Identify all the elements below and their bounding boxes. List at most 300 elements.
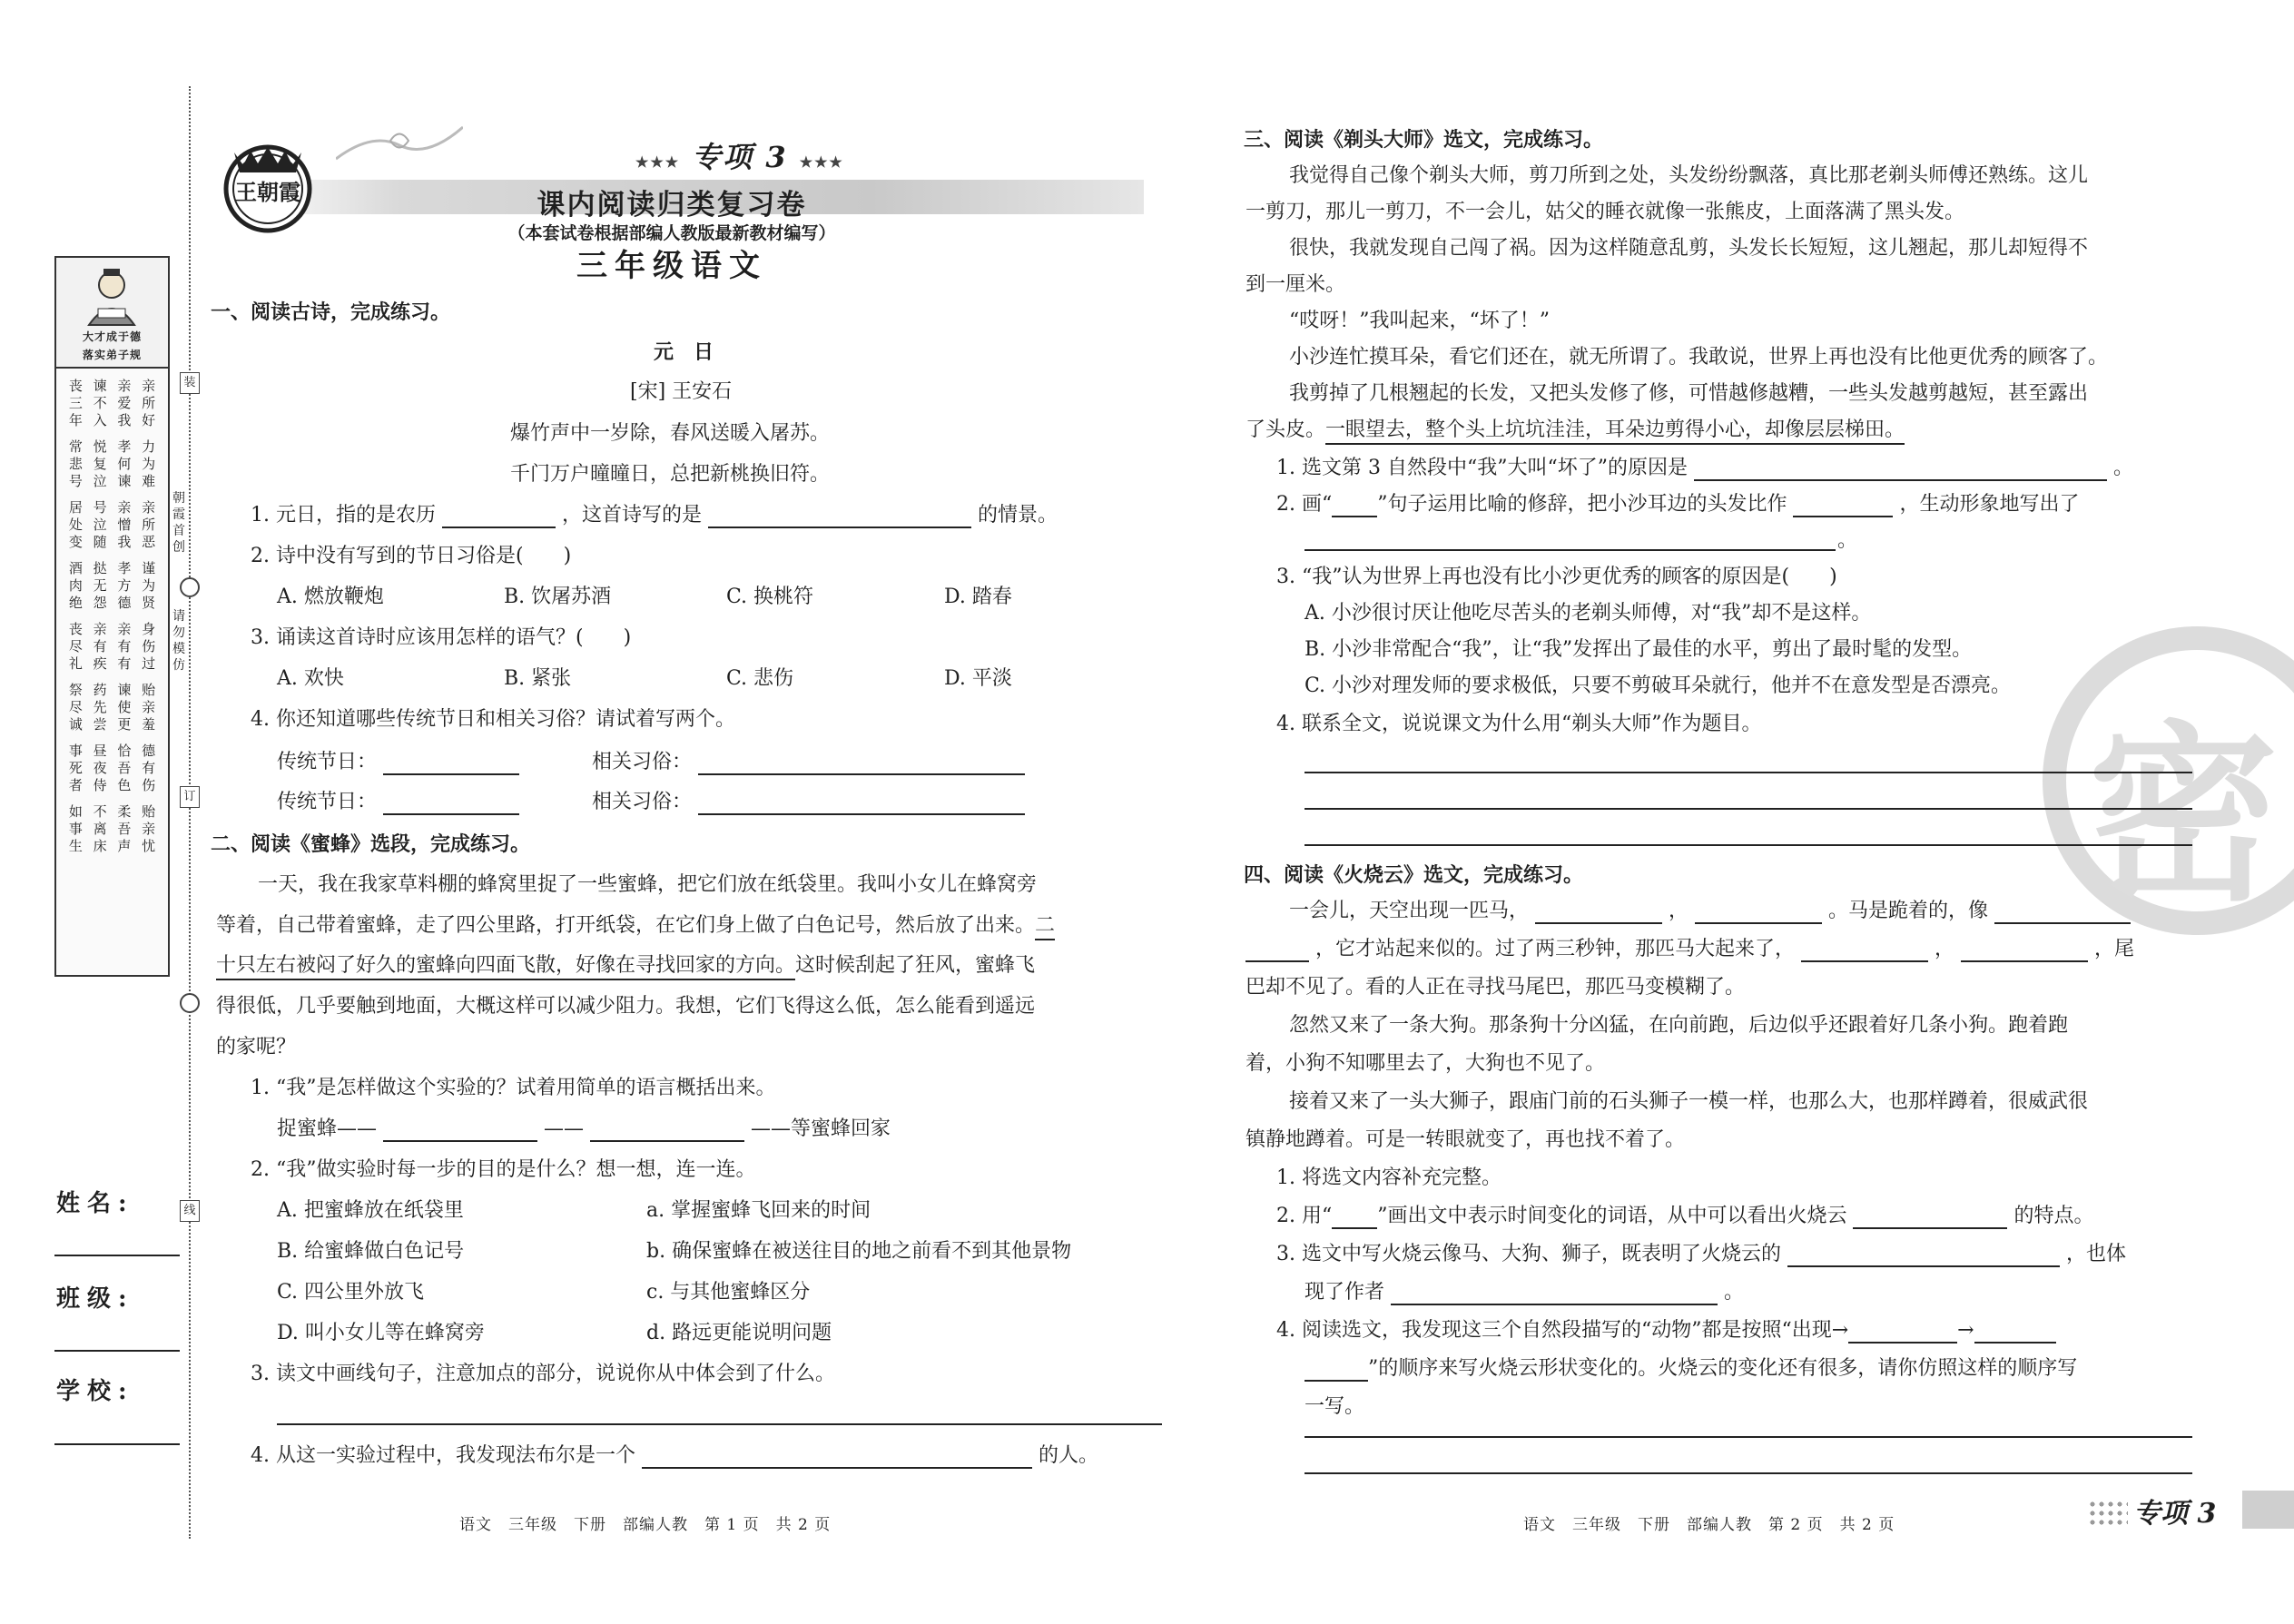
s3-q4-answer-line-3[interactable] (1305, 844, 2192, 846)
s3-q2-text-a: 2. 画“ (1276, 493, 1333, 516)
match-left-a[interactable]: A. 把蜜蜂放在纸袋里 (277, 1199, 464, 1222)
sidebar-verse-char: 随 (93, 534, 107, 550)
sidebar-verse-column (113, 682, 137, 733)
sidebar-verse-char: 色 (117, 777, 132, 793)
s2-question-1: 1. “我”是怎样做这个实验的？试着用简单的语言概括出来。 (251, 1077, 776, 1099)
sidebar-verse-char: 昼 (93, 743, 107, 759)
sidebar-verse-char: 生 (68, 838, 83, 854)
school-label: 学校: (56, 1378, 134, 1405)
s2-q1-start: 捉蜜蜂—— (277, 1117, 378, 1140)
s2-q3-answer-line[interactable] (277, 1423, 1162, 1425)
sidebar-verse-column (88, 682, 113, 733)
s2-q1-blank-1[interactable] (383, 1118, 537, 1142)
sidebar-verse-column (64, 743, 88, 794)
sidebar-verse-char: 为 (142, 456, 156, 472)
brand-logo-text: 王朝霞 (235, 179, 300, 205)
sidebar-verse-char: 使 (117, 699, 132, 715)
custom-blank[interactable] (698, 752, 1025, 775)
s4-p2-blank-1[interactable] (1245, 939, 1309, 962)
sidebar-verse-char: 有 (142, 760, 156, 776)
sidebar-verse-char: 泣 (93, 517, 107, 533)
s4-q4-blank-1[interactable] (1848, 1320, 1957, 1343)
s3-q3-option-a[interactable]: A. 小沙很讨厌让他吃尽苦头的老剃头师傅，对“我”却不是这样。 (1305, 602, 1872, 625)
sidebar-verse-char: 有 (93, 638, 107, 655)
s3-q3-option-c[interactable]: C. 小沙对理发师的要求极低，只要不剪破耳朵就行，他并不在意发型是否漂亮。 (1305, 674, 2012, 697)
s4-q4-text-c: ”的顺序来写火烧云形状变化的。火烧云的变化还有很多，请你仿照这样的顺序写 (1368, 1357, 2078, 1380)
sidebar-verse-column (64, 499, 88, 551)
sidebar-verse-column (64, 438, 88, 490)
sidebar-verse-char: 入 (93, 412, 107, 428)
sidebar-verse-char: 我 (117, 534, 132, 550)
sidebar-verse-char: 处 (68, 517, 83, 533)
s4-q3-text-d: 。 (1724, 1281, 1745, 1304)
festival-label: 传统节日： (277, 791, 378, 813)
s4-q2-text-a: 2. 用“ (1276, 1205, 1333, 1227)
sidebar-verse-column (113, 499, 137, 551)
sidebar-verse-column (88, 378, 113, 429)
sidebar-verse-char: 药 (93, 682, 107, 698)
s1-q1-blank-1[interactable] (442, 505, 556, 528)
grade-title: 三年级语文 (576, 248, 767, 284)
s2-q1-blank-2[interactable] (590, 1118, 744, 1142)
festival-row-1 (277, 750, 519, 775)
sidebar-verse-char: 泣 (93, 473, 107, 489)
sidebar-verse-char: 亲 (117, 621, 132, 637)
s1-q1-text-a: 1. 元日，指的是农历 (251, 504, 436, 527)
s4-q3-text-b: ，也体 (2066, 1243, 2127, 1265)
festival-label: 传统节日： (277, 751, 378, 773)
s4-question-4-cont (1305, 1356, 2077, 1382)
sidebar-verse-char: 德 (142, 743, 156, 759)
s1-q3-option-c[interactable]: C. 悲伤 (726, 667, 794, 690)
ribbon-decoration-icon (336, 123, 463, 168)
custom-label: 相关习俗： (592, 751, 693, 773)
sidebar-verse-char: 三 (68, 395, 83, 411)
sidebar-verse-column (136, 743, 161, 794)
sidebar-verse-char: 礼 (68, 655, 83, 672)
corner-dots-icon (2088, 1500, 2128, 1525)
s3-passage-line-1: 我觉得自己像个剃头大师，剪刀所到之处，头发纷纷飘落，真比那老剃头师傅还熟练。这儿 (1289, 164, 2089, 187)
sidebar-verse-char: 挞 (93, 560, 107, 576)
s4-p2-blank-2[interactable] (1801, 939, 1928, 962)
sidebar-verse-char: 常 (68, 438, 83, 455)
s1-q3-option-a[interactable]: A. 欢快 (277, 667, 344, 690)
custom-label: 相关习俗： (592, 791, 693, 813)
s2-passage-line-5: 的家呢？ (216, 1036, 297, 1058)
page-footer-right: 语文 三年级 下册 部编人教 第 2 页 共 2 页 (1523, 1516, 1895, 1534)
match-right-a[interactable]: a. 掌握蜜蜂飞回来的时间 (646, 1199, 871, 1222)
sidebar-verse-char: 恶 (142, 534, 156, 550)
s4-passage-line-3: 巴却不见了。看的人正在寻找马尾巴，那匹马变模糊了。 (1245, 976, 1746, 999)
sidebar-verse-char: 何 (117, 456, 132, 472)
binding-hole-icon (180, 993, 200, 1013)
sidebar-verse-column (136, 803, 161, 855)
match-left-d[interactable]: D. 叫小女儿等在蜂窝旁 (277, 1322, 485, 1344)
s4-q4-answer-line-1[interactable] (1305, 1436, 2192, 1438)
sidebar-verse-char: 爱 (117, 395, 132, 411)
sidebar-verse-block (64, 743, 161, 794)
festival-blank[interactable] (383, 752, 519, 775)
s2-question-4 (251, 1443, 1098, 1469)
sidebar-verse-char: 如 (68, 803, 83, 820)
name-field[interactable] (54, 1255, 180, 1256)
sidebar-verse-char: 复 (93, 456, 107, 472)
s4-q3-text-c: 现了作者 (1305, 1281, 1385, 1304)
sidebar-verse-char: 身 (142, 621, 156, 637)
sidebar-verse-char: 丧 (68, 621, 83, 637)
s2-q1-sequence (277, 1117, 891, 1142)
sidebar-verse-char: 绝 (68, 595, 83, 611)
sidebar-motto-panel (54, 256, 170, 977)
sidebar-verse-char: 者 (68, 777, 83, 793)
sidebar-verse-column (136, 682, 161, 733)
s1-question-1 (251, 503, 1058, 528)
sidebar-verse-column (113, 560, 137, 612)
sidebar-verse-char: 憎 (117, 517, 132, 533)
s3-passage-line-7: 我剪掉了几根翘起的长发，又把头发修了修，可惜越修越糟，一些头发越剪越短，甚至露出 (1289, 382, 2089, 405)
s3-q2-end: 。 (1837, 529, 1858, 552)
s2-question-3: 3. 读文中画线句子，注意加点的部分，说说你从中体会到了什么。 (251, 1363, 835, 1385)
sidebar-verse-char: 亲 (93, 621, 107, 637)
sidebar-verse-char: 变 (68, 534, 83, 550)
sidebar-verse-char: 尽 (68, 638, 83, 655)
s4-p2-blank-3[interactable] (1961, 939, 2088, 962)
s3-passage-line-8 (1245, 418, 1905, 445)
binding-hole-icon (180, 577, 200, 597)
section-1-heading: 一、阅读古诗，完成练习。 (211, 300, 451, 324)
sidebar-verse-char: 谏 (117, 473, 132, 489)
sidebar-verse-char: 所 (142, 517, 156, 533)
sidebar-verse-char: 伤 (142, 777, 156, 793)
s4-q3-text-a: 3. 选文中写火烧云像马、大狗、狮子，既表明了火烧云的 (1276, 1243, 1781, 1265)
s4-passage-line-7: 镇静地蹲着。可是一转眼就变了，再也找不着了。 (1245, 1128, 1686, 1151)
s4-q4-answer-line-2[interactable] (1305, 1472, 2192, 1474)
s3-q1-text-b: 。 (2112, 457, 2133, 479)
sidebar-verse-char: 所 (142, 395, 156, 411)
sidebar-verse-char: 怨 (93, 595, 107, 611)
binding-mark-xian: 线 (180, 1200, 200, 1222)
star-decoration-icon: ★★★ (635, 153, 681, 171)
sidebar-verse-char: 事 (68, 821, 83, 837)
s1-question-4: 4. 你还知道哪些传统节日和相关习俗？请试着写两个。 (251, 708, 735, 731)
s1-question-3: 3. 诵读这首诗时应该用怎样的语气？( ) (251, 626, 632, 649)
sidebar-verse-char: 无 (93, 577, 107, 594)
s4-passage-line-5: 着，小狗不知哪里去了，大狗也不见了。 (1245, 1052, 1606, 1075)
s3-question-2 (1276, 492, 2080, 517)
sidebar-verse-char: 尝 (93, 716, 107, 733)
sidebar-verse-char: 悦 (93, 438, 107, 455)
s1-q3-option-d[interactable]: D. 平淡 (944, 667, 1012, 690)
sidebar-verse-char: 侍 (93, 777, 107, 793)
s4-question-4-end: 一写。 (1305, 1395, 1365, 1418)
sidebar-verse-block (64, 682, 161, 733)
page-title: 课内阅读归类复习卷 (537, 189, 807, 221)
sidebar-verse-char: 柔 (117, 803, 132, 820)
s3-passage-line-6: 小沙连忙摸耳朵，看它们还在，就无所谓了。我敢说，世界上再也没有比他更优秀的顾客了。 (1289, 346, 2109, 369)
festival-blank[interactable] (383, 792, 519, 815)
sidebar-verse-char: 贻 (142, 682, 156, 698)
binding-mark-zhuang: 装 (180, 372, 200, 394)
sidebar-verse-char: 方 (117, 577, 132, 594)
s2-underlined-sentence: 二 (1035, 913, 1055, 940)
s2-passage-line-1: 一天，我在我家草料棚的蜂窝里捉了一些蜜蜂，把它们放在纸袋里。我叫小女儿在蜂窝旁 (258, 873, 1038, 896)
custom-blank[interactable] (698, 792, 1025, 815)
s4-question-4 (1276, 1318, 2056, 1343)
s2-passage-text: 这时候刮起了狂风，蜜蜂飞 (795, 954, 1036, 977)
sidebar-verse-char: 居 (68, 499, 83, 516)
sidebar-verse-column (136, 499, 161, 551)
s4-p1-blank-1[interactable] (1535, 901, 1662, 924)
festival-row-2 (277, 790, 519, 815)
sidebar-verse-char: 不 (93, 395, 107, 411)
s3-q2-answer-line[interactable] (1305, 549, 1836, 551)
s2-underlined-sentence: 十只左右被闷了好久的蜜蜂向四面飞散，好像在寻找回家的方向。 (216, 953, 795, 980)
s4-passage-line-4: 忽然又来了一条大狗。那条狗十分凶猛，在向前跑，后边似乎还跟着好几条小狗。跑着跑 (1289, 1014, 2069, 1037)
confidential-watermark: 密 (2088, 703, 2279, 927)
s3-underlined-sentence: 一眼望去，整个头上坑坑洼洼，耳朵边剪得小心，却像层层梯田。 (1325, 418, 1905, 445)
sidebar-verse-char: 好 (142, 412, 156, 428)
s3-passage-line-3: 很快，我就发现自己闯了祸。因为这样随意乱剪，头发长长短短，这儿翘起，那儿却短得不 (1289, 237, 2089, 260)
sidebar-verse-char: 声 (117, 838, 132, 854)
binding-mark-ding: 订 (180, 786, 200, 808)
s4-passage-line-2 (1245, 937, 2134, 962)
class-field[interactable] (54, 1350, 180, 1352)
sidebar-verse-column (64, 803, 88, 855)
motto-line-1: 大才成于德 (82, 330, 142, 343)
s4-p2-text-c: ，尾 (2094, 938, 2135, 960)
match-left-c[interactable]: C. 四公里外放飞 (277, 1281, 425, 1304)
sidebar-verse-column (64, 560, 88, 612)
s4-q2-text-c: 的特点。 (2013, 1205, 2094, 1227)
s2-passage-line-4: 得很低，几乎要触到地面，大概这样可以减少阻力。我想，它们飞得这么低，怎么能看到遥远 (216, 995, 1036, 1018)
sidebar-verse-char: 亲 (142, 499, 156, 516)
sidebar-verse-char: 孝 (117, 438, 132, 455)
match-right-b[interactable]: b. 确保蜜蜂在被送往目的地之前看不到其他景物 (646, 1240, 1072, 1263)
match-right-c[interactable]: c. 与其他蜜蜂区分 (646, 1281, 811, 1304)
special-title (635, 134, 844, 176)
s3-q3-option-b[interactable]: B. 小沙非常配合“我”，让“我”发挥出了最佳的水平，剪出了最时髦的发型。 (1305, 638, 1973, 661)
special-number: 3 (765, 140, 788, 174)
s2-q1-dash: —— (544, 1117, 585, 1140)
sidebar-verse-column (136, 560, 161, 612)
sidebar-verse-char: 号 (93, 499, 107, 516)
sidebar-verse-column (88, 803, 113, 855)
s3-q2-mark-blank[interactable] (1332, 494, 1377, 517)
s4-p1-blank-3[interactable] (1994, 901, 2131, 924)
sidebar-verse-char: 疾 (93, 655, 107, 672)
section-3-heading: 三、阅读《剃头大师》选文，完成练习。 (1244, 128, 1604, 152)
poem-line-1: 爆竹声中一岁除，春风送暖入屠苏。 (510, 422, 831, 445)
s1-q1-blank-2[interactable] (708, 505, 971, 528)
sidebar-verse-char: 我 (117, 412, 132, 428)
sidebar-verse-column (113, 621, 137, 673)
sidebar-verse-column (64, 621, 88, 673)
s4-p1-text-a: 一会儿，天空出现一匹马， (1289, 900, 1530, 922)
sidebar-verse-char: 吾 (117, 821, 132, 837)
s4-question-3-cont (1305, 1280, 1744, 1305)
sidebar-verse-column (113, 803, 137, 855)
poem-author: [宋] 王安石 (630, 380, 733, 403)
sidebar-verse-char: 床 (93, 838, 107, 854)
school-field[interactable] (54, 1443, 180, 1445)
s2-q4-blank[interactable] (642, 1445, 1032, 1469)
s4-q2-blank[interactable] (1853, 1206, 2007, 1229)
poem-title: 元 日 (654, 340, 714, 364)
poem-line-2: 千门万户曈曈日，总把新桃换旧符。 (510, 463, 831, 486)
sidebar-verse-column (113, 378, 137, 429)
s4-question-2 (1276, 1204, 2094, 1229)
s4-q4-blank-2[interactable] (1974, 1320, 2056, 1343)
sidebar-verse-char: 恰 (117, 743, 132, 759)
s2-passage-text: 等着，自己带着蜜蜂，走了四公里路，打开纸袋，在它们身上做了白色记号，然后放了出来。 (216, 914, 1036, 937)
sidebar-verse-column (136, 438, 161, 490)
sidebar-verse-char: 孝 (117, 560, 132, 576)
sidebar-verse-column (88, 438, 113, 490)
binding-dotted-line (189, 86, 191, 1539)
s1-question-2: 2. 诗中没有写到的节日习俗是( ) (251, 545, 572, 567)
sidebar-verse-char: 亲 (142, 699, 156, 715)
sidebar-verse-char: 离 (93, 821, 107, 837)
s3-q4-answer-line-1[interactable] (1305, 772, 2192, 773)
s1-q2-option-a[interactable]: A. 燃放鞭炮 (277, 586, 384, 608)
sidebar-verse-char: 亲 (117, 499, 132, 516)
s2-q1-end: ——等蜜蜂回家 (751, 1117, 891, 1140)
s1-q2-option-c[interactable]: C. 换桃符 (726, 586, 814, 608)
sidebar-verse-char: 年 (68, 412, 83, 428)
s4-question-1: 1. 将选文内容补充完整。 (1276, 1166, 1501, 1189)
s3-q2-text-b: ”句子运用比喻的修辞，把小沙耳边的头发比作 (1377, 493, 1787, 516)
sidebar-verse-column (88, 560, 113, 612)
s3-question-3: 3. “我”认为世界上再也没有比小沙更优秀的顾客的原因是( ) (1276, 566, 1837, 588)
sidebar-verse-char: 酒 (68, 560, 83, 576)
corner-gray-bar (2242, 1491, 2294, 1529)
sidebar-verse-block (64, 378, 161, 429)
sidebar-verse-char: 谏 (93, 378, 107, 394)
sidebar-verse-char: 不 (93, 803, 107, 820)
s3-q2-blank[interactable] (1793, 494, 1893, 517)
s3-question-1 (1276, 456, 2133, 481)
s4-q4-text-a: 4. 阅读选文，我发现这三个自然段描写的“动物”都是按照“出现→ (1276, 1319, 1849, 1342)
s4-q3-blank-1[interactable] (1787, 1244, 2060, 1267)
section-4-heading: 四、阅读《火烧云》选文，完成练习。 (1244, 863, 1584, 887)
sidebar-verse-char: 事 (68, 743, 83, 759)
sidebar-verse-char: 号 (68, 473, 83, 489)
sidebar-verse-char: 夜 (93, 760, 107, 776)
sidebar-verse-char: 死 (68, 760, 83, 776)
s4-p1-text-c: 。马是跪着的，像 (1828, 900, 1989, 922)
special-label: 专项 (692, 140, 754, 174)
sidebar-verse-block (64, 803, 161, 855)
sidebar-verse-column (64, 682, 88, 733)
s4-q3-blank-2[interactable] (1391, 1282, 1718, 1305)
s4-passage-line-6: 接着又来了一头大狮子，跟庙门前的石头狮子一模一样，也那么大，也那样蹲着，很威武很 (1289, 1090, 2089, 1113)
sidebar-verse-char: 更 (117, 716, 132, 733)
sidebar-verse-char: 过 (142, 655, 156, 672)
s4-q2-mark-blank[interactable] (1332, 1206, 1377, 1229)
match-right-d[interactable]: d. 路远更能说明问题 (646, 1322, 832, 1344)
sidebar-verse-char: 忧 (142, 838, 156, 854)
s1-q2-option-b[interactable]: B. 饮屠苏酒 (504, 586, 612, 608)
s3-q4-answer-line-2[interactable] (1305, 808, 2192, 810)
binding-note-nocopy: 请勿模仿 (172, 609, 185, 673)
sidebar-verse-char: 亲 (142, 378, 156, 394)
sidebar-verse-char: 羞 (142, 716, 156, 733)
sidebar-verse-block (64, 438, 161, 490)
sidebar-verse-char: 有 (117, 638, 132, 655)
sidebar-verse-char: 肉 (68, 577, 83, 594)
s4-passage-line-1 (1289, 899, 2131, 924)
sidebar-verse-column (113, 438, 137, 490)
sidebar-verse-char: 贻 (142, 803, 156, 820)
s3-question-4: 4. 联系全文，说说课文为什么用“剃头大师”作为题目。 (1276, 713, 1762, 735)
sidebar-verse-char: 丧 (68, 378, 83, 394)
sidebar-verse-char: 亲 (142, 821, 156, 837)
s3-q1-text-a: 1. 选文第 3 自然段中“我”大叫“坏了”的原因是 (1276, 457, 1688, 479)
s2-passage-line-3 (216, 953, 1035, 980)
page-subtitle: （本套试卷根据部编人教版最新教材编写） (507, 223, 836, 243)
sidebar-verse-char: 悲 (68, 456, 83, 472)
s2-question-2: 2. “我”做实验时每一步的目的是什么？想一想，连一连。 (251, 1158, 756, 1181)
sidebar-verse-char: 德 (117, 595, 132, 611)
sidebar-verse-column (136, 621, 161, 673)
motto-line-2: 落实弟子规 (82, 349, 142, 361)
sidebar-verse-char: 谨 (142, 560, 156, 576)
s2-passage-line-2 (216, 913, 1055, 940)
s4-p1-text-b: ， (1669, 900, 1689, 922)
sidebar-verse-char: 有 (117, 655, 132, 672)
sidebar-verse-char: 力 (142, 438, 156, 455)
sidebar-verse-char: 为 (142, 577, 156, 594)
class-label: 班级: (56, 1285, 134, 1313)
s4-q4-arrow: → (1957, 1319, 1974, 1342)
sidebar-verse-columns (56, 369, 168, 866)
s4-p2-text-a: ，它才站起来似的。过了两三秒钟，那匹马大起来了， (1315, 938, 1796, 960)
s1-q2-option-d[interactable]: D. 踏春 (944, 586, 1012, 608)
sidebar-verse-char: 谏 (117, 682, 132, 698)
s4-q2-text-b: ”画出文中表示时间变化的词语，从中可以看出火烧云 (1377, 1205, 1847, 1227)
sidebar-verse-column (113, 743, 137, 794)
match-left-b[interactable]: B. 给蜜蜂做白色记号 (277, 1240, 465, 1263)
s2-q4-text-a: 4. 从这一实验过程中，我发现法布尔是一个 (251, 1444, 635, 1467)
s1-q1-text-c: 的情景。 (978, 504, 1058, 527)
s4-q4-blank-3[interactable] (1305, 1358, 1368, 1382)
sidebar-verse-column (88, 743, 113, 794)
s2-q4-text-b: 的人。 (1039, 1444, 1099, 1467)
s1-q3-option-b[interactable]: B. 紧张 (504, 667, 572, 690)
star-decoration-icon: ★★★ (799, 153, 844, 171)
s4-p1-blank-2[interactable] (1695, 901, 1822, 924)
sidebar-verse-char: 尽 (68, 699, 83, 715)
name-label: 姓名: (56, 1190, 134, 1217)
s3-passage-line-4: 到一厘米。 (1245, 273, 1346, 296)
sidebar-verse-column (136, 378, 161, 429)
custom-row-2 (592, 790, 1025, 815)
sidebar-verse-column (88, 499, 113, 551)
binding-note-original: 朝霞首创 (172, 491, 185, 555)
sidebar-verse-block (64, 499, 161, 551)
sidebar-verse-char: 亲 (117, 378, 132, 394)
sidebar-verse-char: 吾 (117, 760, 132, 776)
s3-passage-line-5: “哎呀！”我叫起来，“坏了！” (1289, 310, 1550, 332)
s3-q1-blank[interactable] (1694, 458, 2107, 481)
s3-passage-line-2: 一剪刀，那儿一剪刀，不一会儿，姑父的睡衣就像一张熊皮，上面落满了黑头发。 (1245, 201, 1965, 223)
sidebar-verse-block (64, 621, 161, 673)
page-footer-left: 语文 三年级 下册 部编人教 第 1 页 共 2 页 (459, 1516, 832, 1534)
s4-p2-text-b: ， (1935, 938, 1955, 960)
corner-special-tag: 专项 3 (2133, 1498, 2217, 1530)
sidebar-verse-char: 先 (93, 699, 107, 715)
section-2-heading: 二、阅读《蜜蜂》选段，完成练习。 (211, 832, 531, 856)
